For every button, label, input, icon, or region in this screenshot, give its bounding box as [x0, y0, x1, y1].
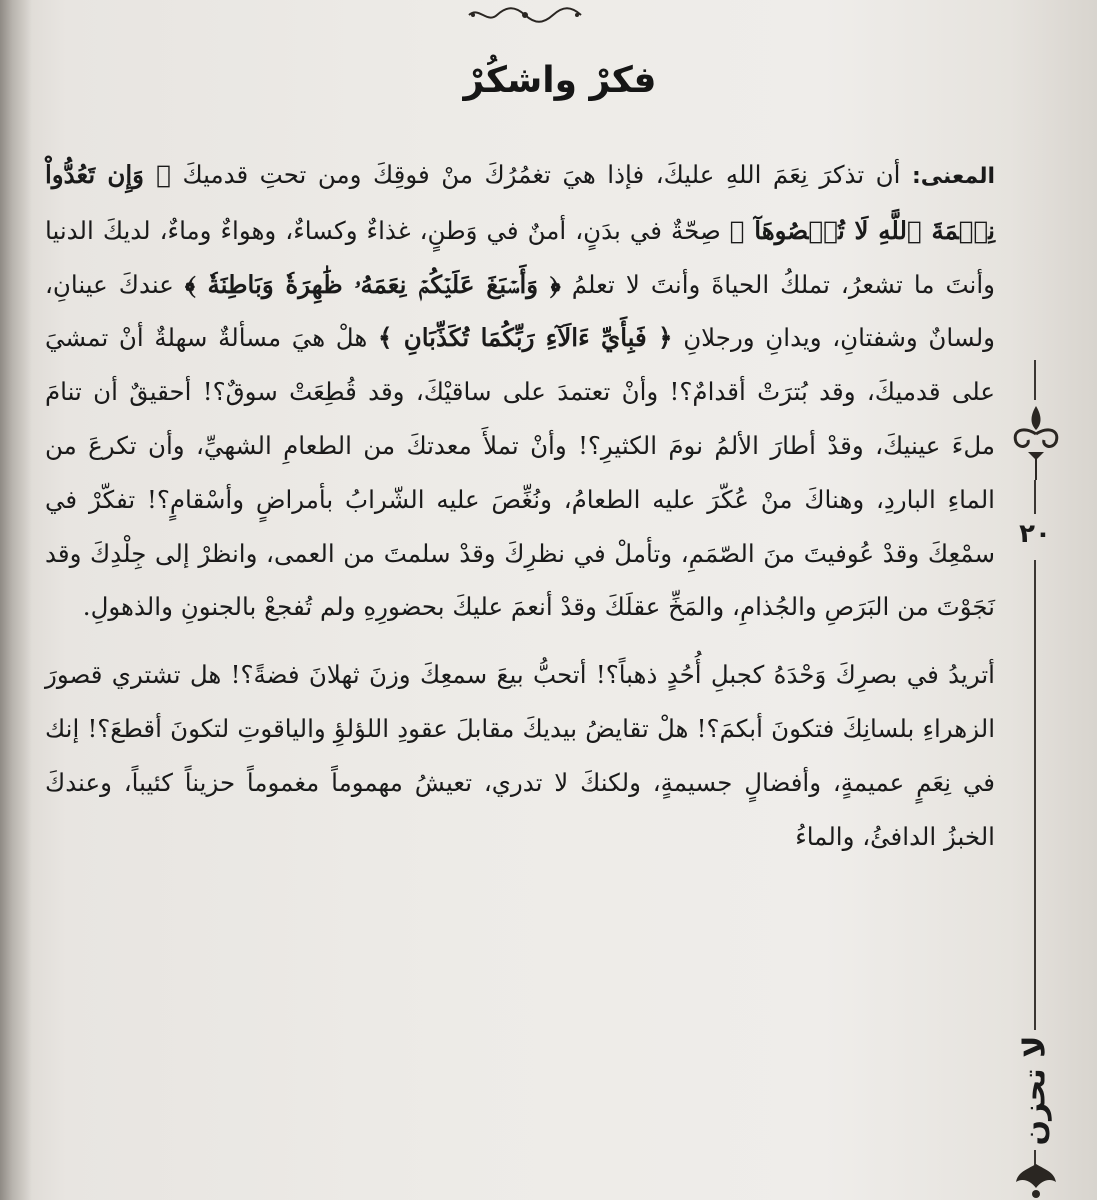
chapter-title: فكرْ واشكُرْ	[463, 60, 657, 101]
quran-verse: ﴿ وَأَسۡبَغَ عَلَيۡكُمۡ نِعَمَهُۥ ظَٰهِرَةٗ وَبَاطِنَةٗ ﴾	[184, 269, 561, 299]
text-segment: عندكَ عينانِ، ولسانٌ وشفتانِ، ويدانِ ورجلانِ	[45, 269, 996, 353]
paragraph-1	[45, 148, 995, 634]
spine-shadow	[0, 0, 32, 1200]
meaning-label: المعنى:	[911, 164, 995, 189]
paragraph-2: أتريدُ في بصرِكَ وَحْدَهُ كجبلِ أُحُدٍ ذهباً؟! أتحبُّ بيعَ سمعِكَ وزنَ ثهلانَ فضةً؟! هل تشتري قصورَ الزهراءِ بلسانِكَ فتكونَ أبكمَ؟! هلْ تقايضُ بيديكَ مقابلَ عقودِ اللؤلؤِ والياقوتِ لتكونَ أقطعَ؟! إنك في نِعَمٍ عميمةٍ، وأفضالٍ جسيمةٍ، ولكنكَ لا تدري، تعيشُ مهموماً مغموماً حزيناً كئيباً، وعندكَ الخبزُ الدافئُ، والماءُ	[45, 660, 995, 851]
margin-rule-mid	[1034, 480, 1036, 514]
text-segment: هلْ هيَ مسألةٌ سهلةٌ أنْ تمشيَ على قدميكَ، وقد بُترَتْ أقدامٌ؟! وأنْ تعتمدَ على ساقيْكَ، وقد قُطِعَتْ سوقٌ؟! أحقيقٌ أن تنامَ ملءَ عينيكَ، وقدْ أطارَ الألمُ نومَ الكثيرِ؟! وأنْ تملأَ معدتكَ من الطعامِ الشهيِّ، وأن تكرعَ من الماءِ الباردِ، وهناكَ منْ عُكّرَ عليه الطعامُ، ونُغِّصَ عليه الشّرابُ بأمراضٍ وأسْقامٍ؟! تفكّرْ في سمْعِكَ وقدْ عُوفيتَ منَ الصّمَمِ، وتأملْ في نظرِكَ وقدْ سلمتَ من العمى، وانظرْ إلى جِلْدِكَ وقد نَجَوْتَ من البَرَصِ والجُذامِ، والمَخِّ عقلَكَ وقدْ أنعمَ عليكَ بحضورِهِ ولم تُفجعْ بالجنونِ والذهولِ.	[45, 323, 995, 622]
quran-verse: ﴿ وَإِن تَعُدُّواْ نِعۡمَةَ ٱللَّهِ لَا تُحۡصُوهَآ ﴾	[45, 160, 995, 245]
running-title-text: لا تحزن	[1017, 1035, 1053, 1145]
top-ornament-icon	[465, 4, 585, 26]
bottom-fleuron-icon	[1012, 1162, 1060, 1200]
margin-rule-upper	[1034, 360, 1036, 400]
page-number: ٢٠	[1019, 519, 1051, 549]
quran-verse: ﴿ فَبِأَيِّ ءَالَآءِ رَبِّكُمَا تُكَذِّبَانِ ﴾	[377, 323, 673, 353]
text-segment: صِحّةٌ في بدَنٍ، أمنٌ في وَطنٍ، غذاءٌ وكساءٌ، وهواءٌ وماءٌ، لديكَ الدنيا وأنتَ ما تشعرُ، تملكُ الحياةَ وأنتَ لا تعلمُ	[45, 215, 995, 299]
text-segment: أن تذكرَ نِعَمَ اللهِ عليكَ، فإذا هيَ تغمُرُكَ منْ فوقِكَ ومن تحتِ قدميكَ	[170, 160, 912, 189]
fleuron-ornament-icon	[1008, 400, 1064, 480]
margin-rule-lower	[1034, 560, 1036, 1030]
running-title	[1010, 1030, 1060, 1150]
body-text	[45, 148, 995, 863]
